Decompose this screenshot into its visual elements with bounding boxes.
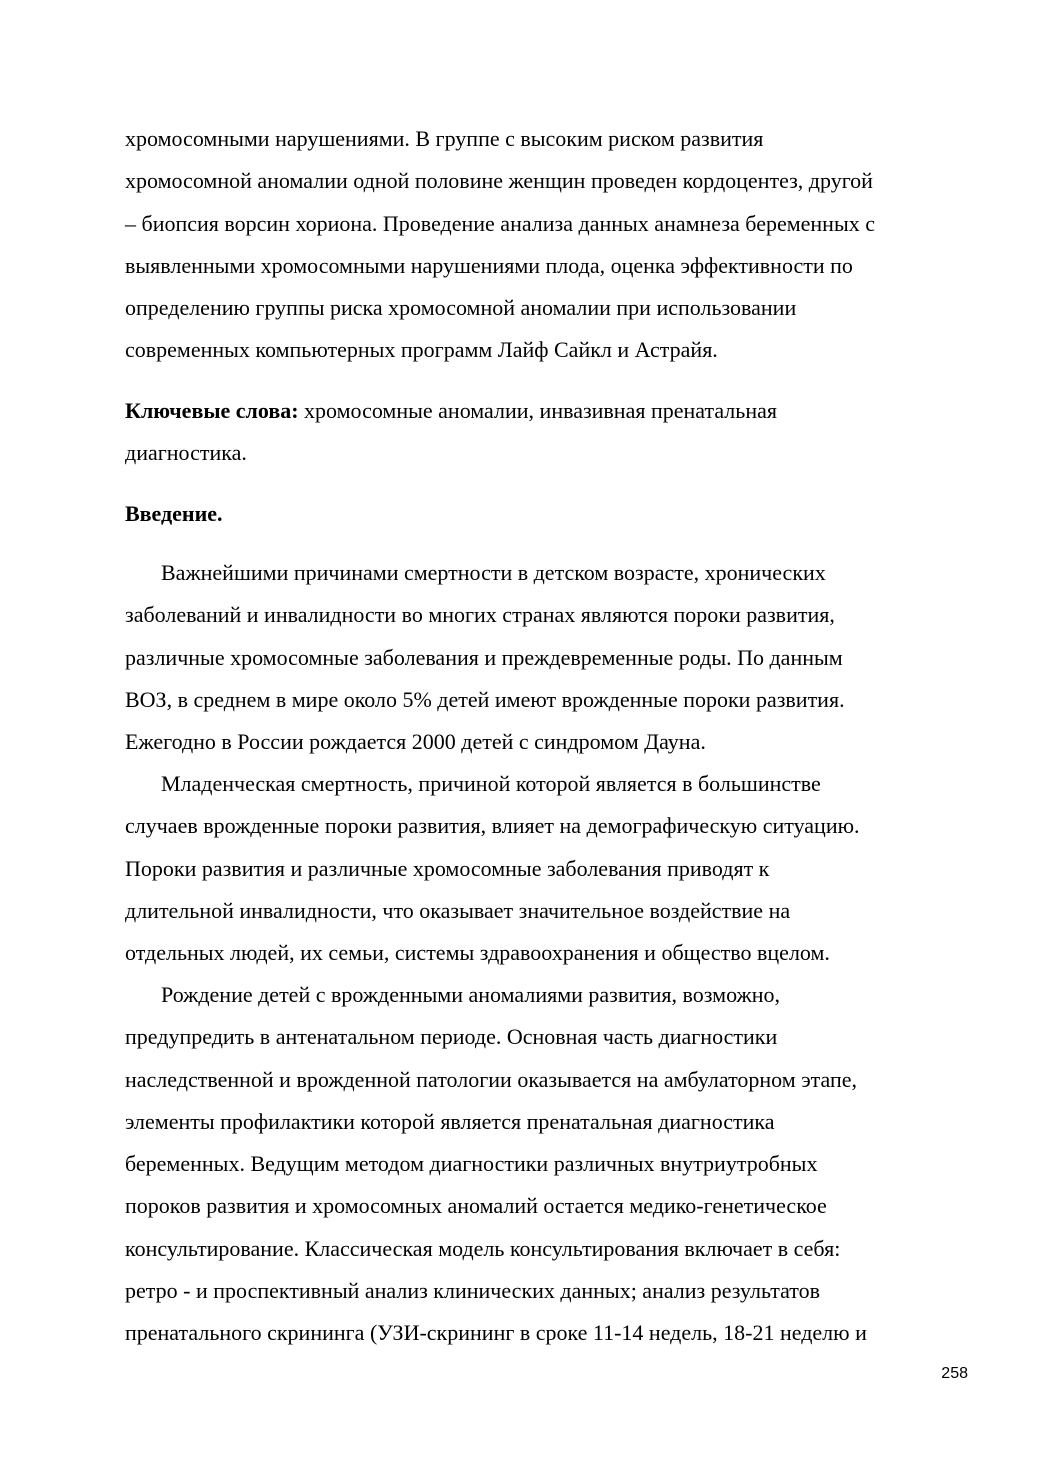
text-line: ретро - и проспективный анализ клинических данных; анализ результатов	[125, 1278, 820, 1304]
abstract-paragraph	[125, 118, 965, 372]
text-line: Пороки развития и различные хромосомные заболевания приводят к	[125, 855, 770, 881]
keywords-line	[125, 390, 965, 432]
text-line: пороков развития и хромосомных аномалий остается медико-генетическое	[125, 1193, 827, 1219]
keywords-label: Ключевые слова:	[125, 398, 299, 423]
text-line: консультирование. Классическая модель консультирования включает в себя:	[125, 1235, 841, 1261]
body-paragraph-3	[125, 974, 965, 1355]
text-line: хромосомными нарушениями. В группе с высоким риском развития	[125, 126, 764, 151]
text-line: пренатального скрининга (УЗИ-скрининг в сроке 11-14 недель, 18-21 неделю и	[125, 1320, 867, 1346]
text-line: определению группы риска хромосомной аномалии при использовании	[125, 295, 797, 321]
introduction-heading: Введение.	[125, 501, 223, 526]
text-line: наследственной и врожденной патологии оказывается на амбулаторном этапе,	[125, 1066, 858, 1092]
text-line: элементы профилактики которой является пренатальная диагностика	[125, 1108, 775, 1134]
page-number: 258	[941, 1365, 968, 1382]
text-line: случаев врожденные пороки развития, влияет на демографическую ситуацию.	[125, 813, 860, 839]
text-line: Рождение детей с врожденными аномалиями развития, возможно,	[161, 982, 781, 1007]
body-paragraph-2	[125, 763, 965, 974]
text-line: заболеваний и инвалидности во многих странах являются пороки развития,	[125, 602, 835, 628]
keywords-text: хромосомные аномалии, инвазивная пренатальная	[298, 398, 777, 423]
text-line: предупредить в антенатальном периоде. Основная часть диагностики	[125, 1024, 778, 1050]
text-line: беременных. Ведущим методом диагностики различных внутриутробных	[125, 1151, 818, 1177]
body-paragraph-1	[125, 552, 965, 763]
text-line: Ежегодно в России рождается 2000 детей с синдромом Дауна.	[125, 729, 706, 755]
text-line: длительной инвалидности, что оказывает значительное воздействие на	[125, 897, 791, 923]
text-line: выявленными хромосомными нарушениями плода, оценка эффективности по	[125, 252, 853, 278]
keywords-paragraph	[125, 390, 965, 475]
keywords-text-continued: диагностика.	[125, 440, 247, 466]
text-line: – биопсия ворсин хориона. Проведение анализа данных анамнеза беременных с	[125, 210, 875, 236]
text-line: современных компьютерных программ Лайф Сайкл и Астрайя.	[125, 337, 718, 363]
text-line: ВОЗ, в среднем в мире около 5% детей имеют врожденные пороки развития.	[125, 686, 845, 712]
text-line: хромосомной аномалии одной половине женщин проведен кордоцентез, другой	[125, 168, 873, 194]
text-line: Важнейшими причинами смертности в детском возрасте, хронических	[161, 560, 826, 585]
text-line: Младенческая смертность, причиной которой является в большинстве	[161, 771, 821, 796]
text-line: различные хромосомные заболевания и преждевременные роды. По данным	[125, 644, 843, 670]
text-line: отдельных людей, их семьи, системы здравоохранения и общество вцелом.	[125, 940, 830, 966]
